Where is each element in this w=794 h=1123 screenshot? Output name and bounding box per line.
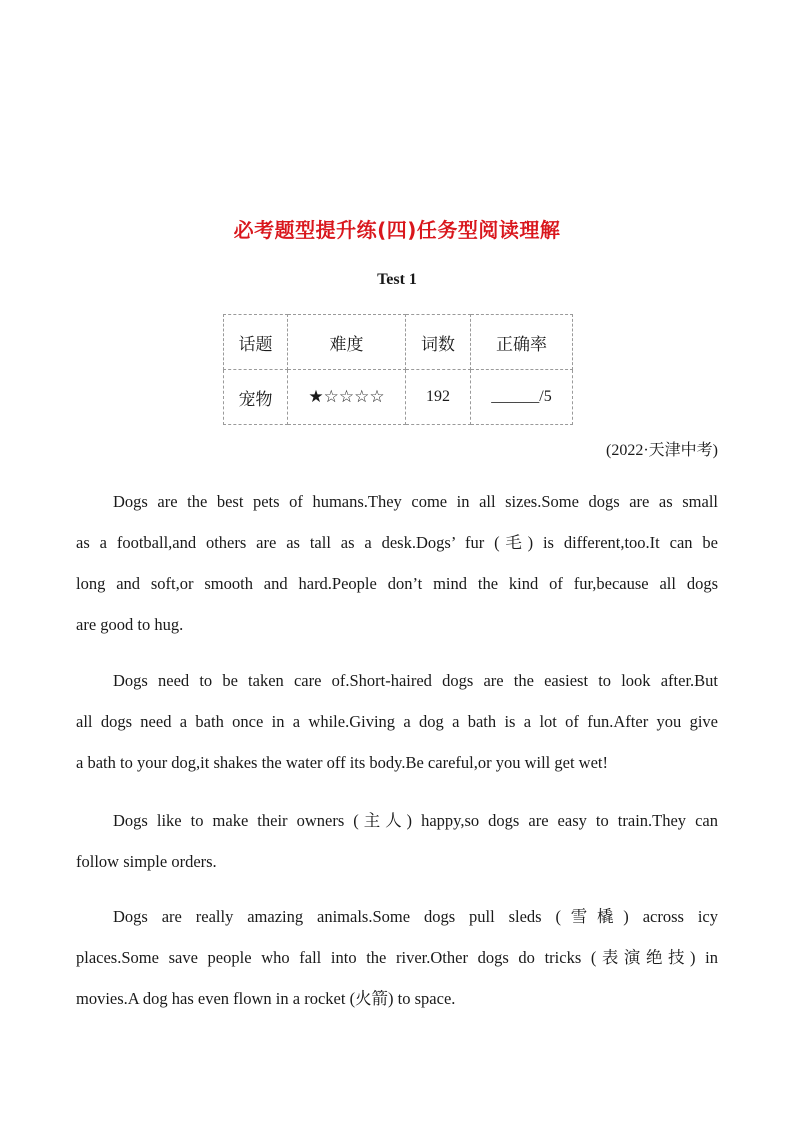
paragraph-line: Dogs are the best pets of humans.They come in all sizes.Some dogs are as small — [113, 492, 718, 511]
paragraph-line: places.Some save people who fall into the river.Other dogs do tricks (表演绝技) in — [76, 948, 718, 967]
paragraph-line: movies.A dog has even flown in a rocket (火箭) to space. — [76, 989, 456, 1008]
value-accuracy: ______/5 — [471, 370, 573, 425]
value-topic: 宠物 — [224, 370, 288, 425]
paragraph-line: follow simple orders. — [76, 852, 217, 871]
header-word-count: 词数 — [406, 315, 471, 370]
header-topic: 话题 — [224, 315, 288, 370]
paragraph-line: all dogs need a bath once in a while.Giving a dog a bath is a lot of fun.After you give — [76, 712, 718, 731]
page-title: 必考题型提升练(四)任务型阅读理解 — [233, 218, 561, 242]
info-table-value-row — [224, 370, 573, 425]
source-citation: (2022·天津中考) — [606, 442, 718, 459]
paragraph-line: are good to hug. — [76, 615, 184, 634]
paragraph-3 — [76, 800, 718, 882]
paragraph-1 — [76, 481, 718, 645]
info-table-header-row — [224, 315, 573, 370]
header-difficulty: 难度 — [288, 315, 406, 370]
paragraph-line: Dogs need to be taken care of.Short-haired dogs are the easiest to look after.But — [113, 671, 718, 690]
test-label: Test 1 — [377, 271, 417, 288]
paragraph-line: Dogs are really amazing animals.Some dogs pull sleds (雪橇) across icy — [113, 907, 718, 926]
paragraph-line: as a football,and others are as tall as a desk.Dogs’ fur (毛) is different,too.It can be — [76, 533, 718, 552]
paragraph-2 — [76, 660, 718, 783]
paragraph-line: Dogs like to make their owners (主人) happy,so dogs are easy to train.They can — [113, 811, 718, 830]
header-accuracy: 正确率 — [471, 315, 573, 370]
value-word-count: 192 — [406, 370, 471, 425]
info-table — [223, 314, 573, 425]
value-difficulty-stars: ★☆☆☆☆ — [288, 370, 406, 425]
paragraph-line: long and soft,or smooth and hard.People don’t mind the kind of fur,because all dogs — [76, 574, 718, 593]
paragraph-line: a bath to your dog,it shakes the water off its body.Be careful,or you will get wet! — [76, 753, 608, 772]
paragraph-4 — [76, 896, 718, 1019]
